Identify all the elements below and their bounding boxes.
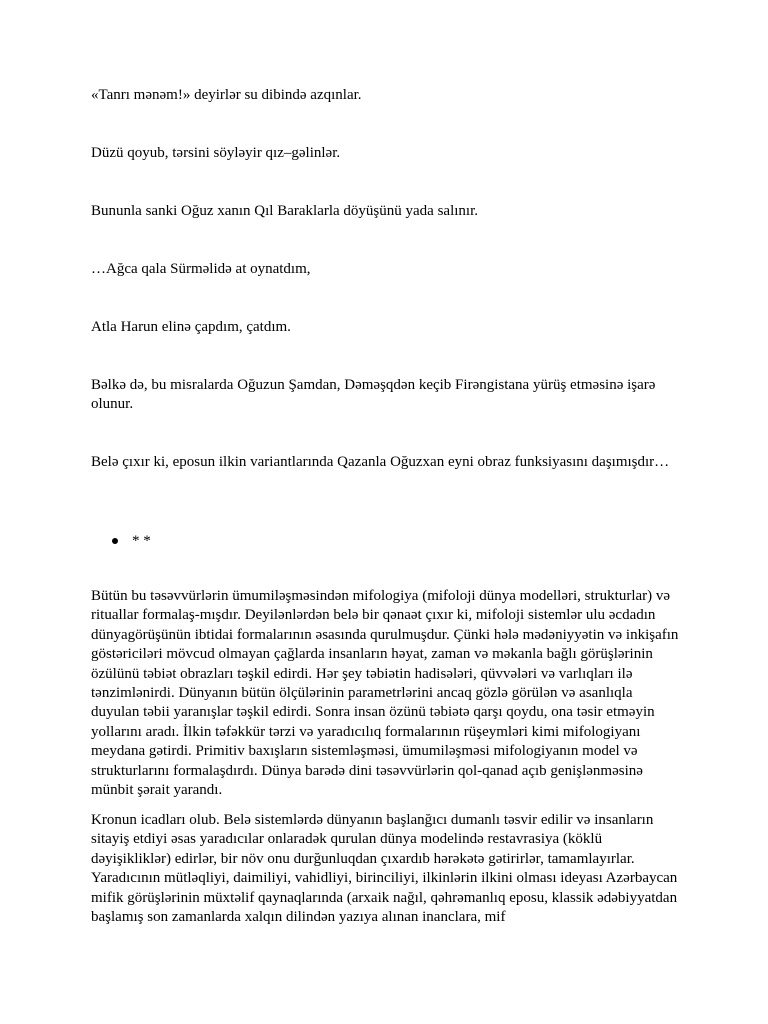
commentary-paragraph-2: Belə çıxır ki, eposun ilkin variantlarında Qazanla Oğuzxan eyni obraz funksiyasını daşımışdır… [91,454,670,470]
commentary-line-1: Bununla sanki Oğuz xanın Qıl Baraklarla döyüşünü yada salınır. [91,203,479,219]
separator-stars: * * [132,533,151,549]
body-paragraph-1: Bütün bu təsəvvürlərin ümumiləşməsindən mifologiya (mifoloji dünya modelləri, strukturlar) və rituallar formalaş-mışdır. Deyilənlərdən belə bir qənaət çıxır ki, mifoloji sistemlər ulu əcdadın dünyagörüşünün ibtidai formalarının əsasında qurulmuşdur. Çünki hələ mədəniyyətin və inkişafın göstəriciləri mövcud olmayan çağlarda insanların həyat, zaman və məkanla bağlı görüşlərinin özülünü təbiət obrazları təşkil edirdi. Hər şey təbiətin hadisələri, qüvvələri və varlıqları ilə tənzimlənirdi. Dünyanın bütün ölçülərinin parametrlərini ancaq gözlə görülən və asanlıqla duyulan təbii yaranışlar təşkil edirdi. Sonra insan özünü təbiətə qarşı qoydu, ona təsir etməyin yollarını aradı. İlkin təfəkkür tərzi və yaradıcılıq formalarının rüşeymləri kimi mifologiyanı meydana gətirdi. Primitiv baxışların sistemləşməsi, ümumiləşməsi mifologiyanın model və strukturlarını formalaşdırdı. Dünya barədə dini təsəvvürlərin qol-qanad açıb genişlənməsinə münbit şərait yarandı. [91,588,679,799]
section-separator [112,532,151,550]
verse-line-1: «Tanrı mənəm!» deyirlər su dibində azqınlar. [91,87,362,103]
body-paragraph-2: Kronun icadları olub. Belə sistemlərdə dünyanın başlanğıcı dumanlı təsvir edilir və insanların sitayiş etdiyi əsas yaradıcılar onlaradək qurulan dünya modelində restavrasiya (köklü dəyişikliklər) edirlər, bir növ onu durğunluqdan çıxardıb hərəkətə gətirirlər, tamamlayırlar. Yaradıcının mütləqliyi, daimiliyi, vahidliyi, birinciliyi, ilkinlərin ilkini olması ideyası Azərbaycan mifik görüşlərinin müxtəlif qaynaqlarında (arxaik nağıl, qəhrəmanlıq eposu, klassik ədəbiyyatdan başlamış son zamanlarda xalqın dilindən yazıya alınan inanclara, mif [91,812,678,926]
bullet-icon [112,538,118,544]
verse-line-2: Düzü qoyub, tərsini söyləyir qız–gəlinlər. [91,145,341,161]
verse-line-3: …Ağca qala Sürməlidə at oynatdım, [91,261,311,277]
commentary-paragraph-1: Bəlkə də, bu misralarda Oğuzun Şamdan, Dəməşqdən keçib Firəngistana yürüş etməsinə işarə olunur. [91,377,656,412]
verse-line-4: Atla Harun elinə çapdım, çatdım. [91,319,291,335]
